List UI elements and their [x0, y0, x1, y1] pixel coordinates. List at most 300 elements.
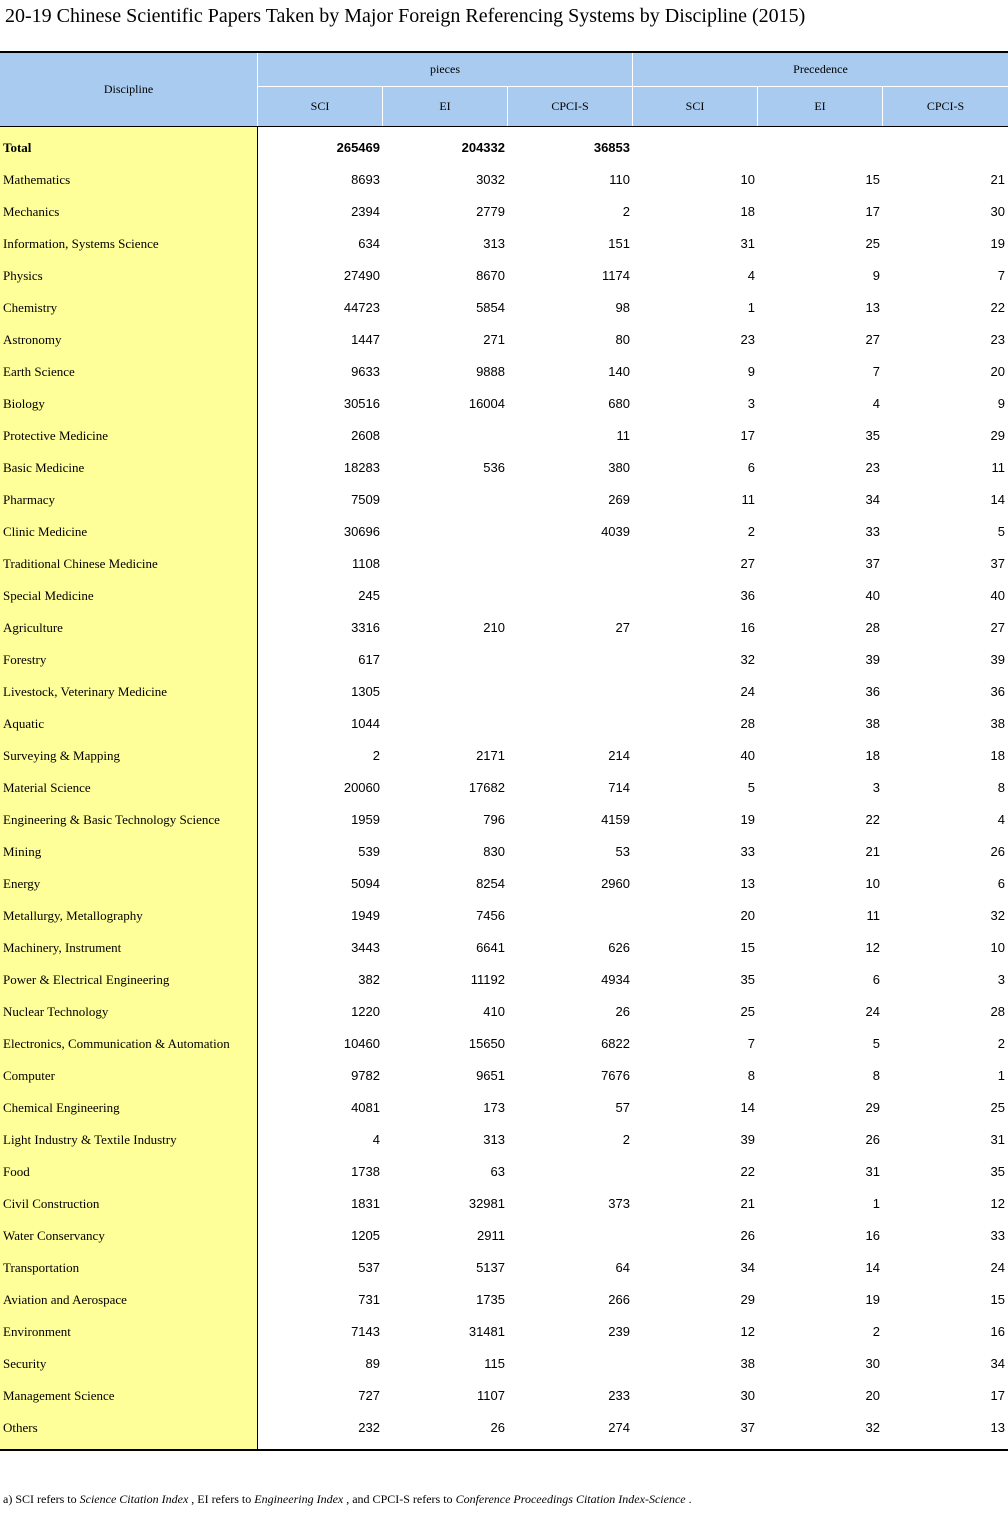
table-cell: 30 [740, 1388, 755, 1403]
table-cell: 80 [615, 332, 630, 347]
table-row [0, 452, 1008, 484]
table-row [0, 1188, 1008, 1220]
table-cell: 30516 [343, 396, 380, 411]
table-row [0, 1348, 1008, 1380]
table-cell: 17 [990, 1388, 1005, 1403]
table-cell: 33 [740, 844, 755, 859]
table-body [0, 127, 1008, 1449]
table-cell: 20 [865, 1388, 880, 1403]
table-cell: 15650 [468, 1036, 505, 1051]
discipline-name: Biology [3, 396, 45, 411]
table-cell: 40 [990, 588, 1005, 603]
discipline-name: Light Industry & Textile Industry [3, 1132, 177, 1147]
table-cell: 11 [866, 908, 880, 923]
table-cell: 28 [990, 1004, 1005, 1019]
table-cell: 16 [990, 1324, 1005, 1339]
table-cell: 8 [747, 1068, 755, 1083]
table-cell: 9 [747, 364, 755, 379]
table-cell: 19 [990, 236, 1005, 251]
table-cell: 27 [865, 332, 880, 347]
discipline-name: Forestry [3, 652, 47, 667]
table-cell: 24 [740, 684, 755, 699]
table-row [0, 1252, 1008, 1284]
table-cell: 536 [483, 460, 505, 475]
table-row [0, 292, 1008, 324]
discipline-name: Electronics, Communication & Automation [3, 1036, 230, 1051]
table-cell: 12 [740, 1324, 755, 1339]
table-cell: 34 [990, 1356, 1005, 1371]
table-row [0, 1412, 1008, 1444]
table-cell: 29 [990, 428, 1005, 443]
discipline-name: Basic Medicine [3, 460, 85, 475]
discipline-name: Clinic Medicine [3, 524, 88, 539]
table-cell: 19 [865, 1292, 880, 1307]
table-cell: 245 [358, 588, 380, 603]
table-cell: 9888 [476, 364, 505, 379]
table-cell: 6822 [601, 1036, 630, 1051]
table-cell: 2779 [476, 204, 505, 219]
table-cell: 23 [865, 460, 880, 475]
discipline-name: Information, Systems Science [3, 236, 159, 251]
header-group-precedence: Precedence [633, 53, 1008, 86]
table-cell: 31 [865, 1164, 880, 1179]
table-row [0, 612, 1008, 644]
discipline-name: Management Science [3, 1388, 115, 1403]
table-cell: 8 [872, 1068, 880, 1083]
table-cell: 7509 [351, 492, 380, 507]
discipline-name: Surveying & Mapping [3, 748, 120, 763]
table-cell: 15 [740, 940, 755, 955]
table-cell: 8254 [476, 876, 505, 891]
table-cell: 9633 [351, 364, 380, 379]
table-cell: 3 [997, 972, 1005, 987]
discipline-name: Water Conservancy [3, 1228, 105, 1243]
table-cell: 26 [615, 1004, 630, 1019]
table-cell: 27 [615, 620, 630, 635]
discipline-name: Power & Electrical Engineering [3, 972, 170, 987]
table-cell: 4081 [351, 1100, 380, 1115]
table-cell: 21 [990, 172, 1005, 187]
table-cell: 796 [483, 812, 505, 827]
table-cell: 731 [358, 1292, 380, 1307]
table-cell: 32 [865, 1420, 880, 1435]
table-cell: 539 [358, 844, 380, 859]
header-pieces-sci: SCI [258, 87, 382, 126]
table-cell: 210 [483, 620, 505, 635]
table-cell: 39 [865, 652, 880, 667]
table-row [0, 868, 1008, 900]
table-cell: 5094 [351, 876, 380, 891]
table-cell: 31 [740, 236, 755, 251]
table-cell: 89 [365, 1356, 380, 1371]
table-cell: 1959 [351, 812, 380, 827]
table-cell: 13 [740, 876, 755, 891]
table-cell: 14 [865, 1260, 880, 1275]
table-row [0, 1092, 1008, 1124]
table-cell: 53 [615, 844, 630, 859]
table-cell: 110 [609, 172, 630, 187]
table-cell [383, 548, 505, 580]
table-cell: 3 [747, 396, 755, 411]
discipline-name: Engineering & Basic Technology Science [3, 812, 220, 827]
table-cell: 6641 [476, 940, 505, 955]
discipline-name: Agriculture [3, 620, 63, 635]
table-cell: 11 [991, 460, 1005, 475]
header-precedence-sci: SCI [633, 87, 757, 126]
table-cell: 16 [740, 620, 755, 635]
discipline-name: Mining [3, 844, 42, 859]
table-cell: 4 [997, 812, 1005, 827]
table-cell: 27 [740, 556, 755, 571]
table-row [0, 324, 1008, 356]
header-group-pieces: pieces [258, 53, 632, 86]
page-title: 20-19 Chinese Scientific Papers Taken by Major Foreign Referencing Systems by Discipline (2015) [5, 5, 806, 27]
table-cell: 17 [740, 428, 755, 443]
table-cell: 32 [990, 908, 1005, 923]
table-cell [508, 1220, 630, 1252]
table-cell: 2911 [477, 1228, 505, 1243]
table-cell: 38 [865, 716, 880, 731]
table-cell: 36853 [593, 140, 630, 155]
table-cell: 36 [740, 588, 755, 603]
table-cell: 1 [997, 1068, 1005, 1083]
table-cell: 626 [608, 940, 630, 955]
table-cell: 11192 [470, 972, 505, 987]
table-row [0, 964, 1008, 996]
table-cell: 32981 [468, 1196, 505, 1211]
table-cell [508, 548, 630, 580]
table-row [0, 388, 1008, 420]
table-cell: 239 [608, 1324, 630, 1339]
table-cell [383, 420, 505, 452]
table-row [0, 164, 1008, 196]
table-cell: 271 [483, 332, 505, 347]
table-cell: 7143 [351, 1324, 380, 1339]
table-cell: 26 [490, 1420, 505, 1435]
table-cell [383, 580, 505, 612]
footnote-text: . [685, 1492, 692, 1506]
table-cell: 5137 [476, 1260, 505, 1275]
table-cell: 3032 [476, 172, 505, 187]
table-cell: 1 [872, 1196, 880, 1211]
table-cell: 617 [358, 652, 380, 667]
table-cell: 1044 [351, 716, 380, 731]
table-row [0, 836, 1008, 868]
table-cell: 57 [615, 1100, 630, 1115]
table-row [0, 1380, 1008, 1412]
table-cell: 9651 [476, 1068, 505, 1083]
table-cell: 1735 [476, 1292, 505, 1307]
table-cell: 37 [740, 1420, 755, 1435]
table-row [0, 356, 1008, 388]
table-cell: 232 [358, 1420, 380, 1435]
table-cell: 8 [997, 780, 1005, 795]
table-cell [383, 676, 505, 708]
table-cell: 18283 [343, 460, 380, 475]
table-cell: 4 [747, 268, 755, 283]
table-cell: 537 [358, 1260, 380, 1275]
table-row [0, 772, 1008, 804]
table-cell: 15 [865, 172, 880, 187]
table-cell: 11 [616, 428, 630, 443]
header-precedence-ei: EI [758, 87, 882, 126]
table-cell: 10 [865, 876, 880, 891]
table-cell: 17682 [468, 780, 505, 795]
table-cell: 30 [990, 204, 1005, 219]
table-cell: 9782 [351, 1068, 380, 1083]
table-cell: 4 [872, 396, 880, 411]
table-cell: 5 [747, 780, 755, 795]
table-cell: 35 [740, 972, 755, 987]
table-cell: 39 [740, 1132, 755, 1147]
table-cell: 26 [740, 1228, 755, 1243]
table-cell: 40 [740, 748, 755, 763]
table-cell: 1108 [352, 556, 380, 571]
table-row [0, 228, 1008, 260]
discipline-name: Energy [3, 876, 41, 891]
table-row [0, 580, 1008, 612]
table-cell: 1738 [351, 1164, 380, 1179]
table-cell: 727 [358, 1388, 380, 1403]
table-cell: 2 [372, 748, 380, 763]
footnote-sci-name: Science Citation Index [79, 1492, 189, 1506]
table-cell: 22 [865, 812, 880, 827]
table-cell: 11 [741, 492, 755, 507]
discipline-name: Physics [3, 268, 43, 283]
table-cell: 36 [990, 684, 1005, 699]
table-cell: 7 [747, 1036, 755, 1051]
table-cell: 15 [990, 1292, 1005, 1307]
table-cell [508, 1348, 630, 1380]
discipline-name: Nuclear Technology [3, 1004, 109, 1019]
discipline-name: Special Medicine [3, 588, 94, 603]
table-cell: 266 [608, 1292, 630, 1307]
table-cell: 265469 [336, 140, 380, 155]
table-cell: 26 [990, 844, 1005, 859]
table-cell: 214 [608, 748, 630, 763]
discipline-name: Computer [3, 1068, 55, 1083]
table-cell: 634 [358, 236, 380, 251]
table-cell: 25 [740, 1004, 755, 1019]
table-cell: 37 [990, 556, 1005, 571]
table-cell: 6 [747, 460, 755, 475]
table-cell: 1220 [351, 1004, 380, 1019]
table-cell: 17 [865, 204, 880, 219]
discipline-name: Mathematics [3, 172, 71, 187]
table-cell: 13 [990, 1420, 1005, 1435]
table-cell: 380 [608, 460, 630, 475]
table-cell: 269 [608, 492, 630, 507]
discipline-name: Total [3, 140, 32, 155]
table-cell: 39 [990, 652, 1005, 667]
table-cell [508, 900, 630, 932]
table-row [0, 484, 1008, 516]
table-cell: 9 [997, 396, 1005, 411]
table-cell: 8693 [351, 172, 380, 187]
table-cell: 7676 [601, 1068, 630, 1083]
table-row [0, 708, 1008, 740]
table-row [0, 1028, 1008, 1060]
table-cell: 25 [990, 1100, 1005, 1115]
discipline-name: Security [3, 1356, 47, 1371]
table-cell [383, 484, 505, 516]
table-cell: 4159 [601, 812, 630, 827]
table-cell: 5 [997, 524, 1005, 539]
table-cell: 7 [997, 268, 1005, 283]
table-cell: 680 [608, 396, 630, 411]
discipline-name: Traditional Chinese Medicine [3, 556, 158, 571]
table-cell: 2394 [351, 204, 380, 219]
table-cell: 1174 [602, 268, 630, 283]
table-cell: 1305 [351, 684, 380, 699]
table-cell [633, 132, 755, 164]
bottom-rule [0, 1449, 1008, 1451]
table-cell: 1 [747, 300, 755, 315]
table-row [0, 420, 1008, 452]
table-row [0, 676, 1008, 708]
table-row [0, 900, 1008, 932]
table-cell: 140 [608, 364, 630, 379]
table-cell: 34 [740, 1260, 755, 1275]
footnote-text: , and CPCI-S refers to [343, 1492, 456, 1506]
table-cell: 20 [740, 908, 755, 923]
table-cell: 21 [865, 844, 880, 859]
table-row [0, 804, 1008, 836]
table-cell: 830 [483, 844, 505, 859]
table-cell: 9 [872, 268, 880, 283]
table-cell: 8670 [476, 268, 505, 283]
footnote-cpcis-name: Conference Proceedings Citation Index-Science [455, 1492, 686, 1506]
table-cell: 1831 [351, 1196, 380, 1211]
discipline-name: Aviation and Aerospace [3, 1292, 127, 1307]
table-cell: 1107 [477, 1388, 505, 1403]
table-cell: 27490 [343, 268, 380, 283]
table-cell: 3443 [351, 940, 380, 955]
table-cell [508, 580, 630, 612]
table-cell: 3 [872, 780, 880, 795]
table-cell: 33 [990, 1228, 1005, 1243]
table-cell: 4 [372, 1132, 380, 1147]
table-cell: 63 [490, 1164, 505, 1179]
table-cell: 313 [483, 1132, 505, 1147]
table-header [0, 53, 1008, 127]
table-cell: 151 [608, 236, 630, 251]
table-row [0, 132, 1008, 164]
discipline-name: Protective Medicine [3, 428, 109, 443]
table-cell: 16004 [468, 396, 505, 411]
footnote-ei-name: Engineering Index [254, 1492, 344, 1506]
discipline-name: Aquatic [3, 716, 45, 731]
table-cell: 31481 [468, 1324, 505, 1339]
table-cell: 7 [872, 364, 880, 379]
table-row [0, 1284, 1008, 1316]
table-cell: 2 [997, 1036, 1005, 1051]
table-cell: 32 [740, 652, 755, 667]
table-cell: 36 [865, 684, 880, 699]
table-cell: 16 [865, 1228, 880, 1243]
header-pieces-ei: EI [383, 87, 507, 126]
table-cell: 7456 [476, 908, 505, 923]
table-cell: 10 [990, 940, 1005, 955]
discipline-name: Transportation [3, 1260, 80, 1275]
table-cell: 64 [615, 1260, 630, 1275]
table-cell: 2 [622, 204, 630, 219]
table-cell: 313 [483, 236, 505, 251]
table-cell: 22 [990, 300, 1005, 315]
table-row [0, 516, 1008, 548]
discipline-name: Livestock, Veterinary Medicine [3, 684, 168, 699]
table-cell: 27 [990, 620, 1005, 635]
table-cell: 204332 [461, 140, 505, 155]
table-cell: 19 [740, 812, 755, 827]
table-cell: 714 [608, 780, 630, 795]
table-cell: 20060 [343, 780, 380, 795]
table-row [0, 740, 1008, 772]
table-row [0, 932, 1008, 964]
table-cell: 18 [740, 204, 755, 219]
table-cell: 2960 [601, 876, 630, 891]
discipline-name: Chemistry [3, 300, 58, 315]
table-row [0, 996, 1008, 1028]
table-cell: 31 [990, 1132, 1005, 1147]
table-row [0, 644, 1008, 676]
table-cell: 35 [865, 428, 880, 443]
table-cell: 173 [483, 1100, 505, 1115]
table-cell: 115 [484, 1356, 505, 1371]
table-cell: 2 [622, 1132, 630, 1147]
table-cell: 13 [865, 300, 880, 315]
discipline-name: Astronomy [3, 332, 62, 347]
table-cell: 20 [990, 364, 1005, 379]
discipline-name: Material Science [3, 780, 91, 795]
table-row [0, 1060, 1008, 1092]
discipline-name: Others [3, 1420, 38, 1435]
table-cell: 6 [997, 876, 1005, 891]
table-cell: 5 [872, 1036, 880, 1051]
table-cell: 40 [865, 588, 880, 603]
header-precedence-cpcis: CPCI-S [883, 87, 1008, 126]
table-cell: 382 [358, 972, 380, 987]
discipline-name: Civil Construction [3, 1196, 100, 1211]
table-cell: 24 [990, 1260, 1005, 1275]
footnote-text: , EI refers to [188, 1492, 255, 1506]
table-cell: 18 [990, 748, 1005, 763]
table-cell: 12 [865, 940, 880, 955]
table-cell: 44723 [343, 300, 380, 315]
table-cell: 1949 [351, 908, 380, 923]
table-cell: 29 [740, 1292, 755, 1307]
table-cell: 98 [615, 300, 630, 315]
discipline-name: Metallurgy, Metallography [3, 908, 143, 923]
table-cell [508, 644, 630, 676]
table-cell: 29 [865, 1100, 880, 1115]
table-cell: 28 [740, 716, 755, 731]
table-cell [383, 708, 505, 740]
table-cell: 23 [740, 332, 755, 347]
table-row [0, 1156, 1008, 1188]
table-cell: 10 [740, 172, 755, 187]
table-cell [883, 132, 1005, 164]
table-cell: 274 [608, 1420, 630, 1435]
table-cell: 21 [740, 1196, 755, 1211]
table-cell: 4039 [601, 524, 630, 539]
table-cell: 1205 [351, 1228, 380, 1243]
table-cell [383, 644, 505, 676]
discipline-name: Mechanics [3, 204, 60, 219]
discipline-name: Food [3, 1164, 30, 1179]
table-cell: 10460 [343, 1036, 380, 1051]
table-cell: 373 [608, 1196, 630, 1211]
